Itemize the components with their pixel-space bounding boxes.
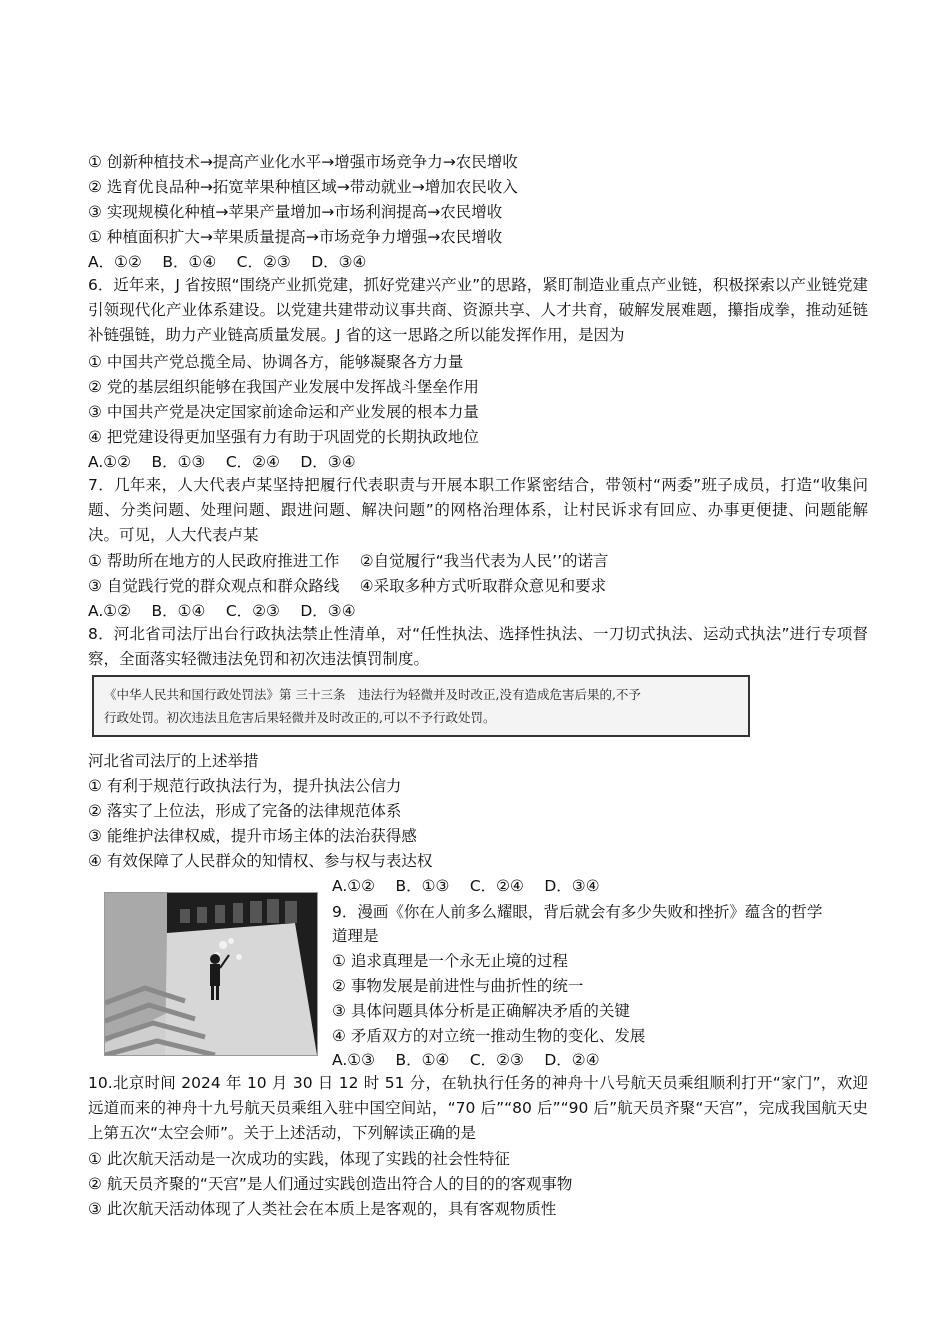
q10-option-1: ① 此次航天活动是一次成功的实践，体现了实践的社会性特征 — [88, 1150, 510, 1168]
q5-option-1: ① 创新种植技术→提高产业化水平→增强市场竞争力→农民增收 — [88, 153, 518, 171]
cartoon-illustration — [105, 893, 317, 1055]
q10-option-3: ③ 此次航天活动体现了人类社会在本质上是客观的，具有客观物质性 — [88, 1200, 557, 1218]
q6-answer-choices: A.①② B．①③ C．②④ D．③④ — [88, 453, 356, 471]
q9-stem-line-2: 道理是 — [332, 927, 379, 945]
q8-answer-choices: A.①② B．①③ C．②④ D．③④ — [332, 877, 600, 895]
q7-stem: 7．几年来，人大代表卢某坚持把履行代表职责与开展本职工作紧密结合，带领村“两委”班子成员，打造“收集问题、分类问题、处理问题、跟进问题、解决问题”的网格治理体系，让村民诉求有回应、办事更便捷、问题能解决。可见，人大代表卢某 — [88, 476, 868, 544]
q6-option-3: ③ 中国共产党是决定国家前途命运和产业发展的根本力量 — [88, 403, 479, 421]
q5-option-4: ① 种植面积扩大→苹果质量提高→市场竞争力增强→农民增收 — [88, 228, 503, 246]
q7-options-row-2: ③ 自觉践行党的群众观点和群众路线 ④采取多种方式听取群众意见和要求 — [88, 577, 607, 595]
q8-lead: 河北省司法厅的上述举措 — [88, 752, 259, 770]
law-excerpt-line-2: 行政处罚。初次违法且危害后果轻微并及时改正的,可以不予行政处罚。 — [104, 710, 496, 725]
q7-answer-choices: A.①② B．①④ C．②③ D．③④ — [88, 602, 356, 620]
q8-option-2: ② 落实了上位法，形成了完备的法律规范体系 — [88, 802, 402, 820]
law-excerpt-box — [92, 675, 750, 737]
q9-option-3: ③ 具体问题具体分析是正确解决矛盾的关键 — [332, 1002, 630, 1020]
q7-options-row-1: ① 帮助所在地方的人民政府推进工作 ②自觉履行“我当代表为人民’’的诺言 — [88, 552, 609, 570]
q8-option-1: ① 有利于规范行政执法行为，提升执法公信力 — [88, 777, 402, 795]
cartoon-image — [104, 892, 318, 1056]
q10-option-2: ② 航天员齐聚的“天宫”是人们通过实践创造出符合人的目的的客观事物 — [88, 1175, 573, 1193]
q9-option-4: ④ 矛盾双方的对立统一推动生物的变化、发展 — [332, 1027, 646, 1045]
q6-option-4: ④ 把党建设得更加坚强有力有助于巩固党的长期执政地位 — [88, 428, 479, 446]
q6-option-2: ② 党的基层组织能够在我国产业发展中发挥战斗堡垒作用 — [88, 378, 479, 396]
q5-option-3: ③ 实现规模化种植→苹果产量增加→市场利润提高→农民增收 — [88, 203, 503, 221]
law-excerpt-line-1: 《中华人民共和国行政处罚法》第 三十三条 违法行为轻微并及时改正,没有造成危害后果的,不予 — [104, 687, 641, 702]
q5-option-2: ② 选育优良品种→拓宽苹果种植区域→带动就业→增加农民收入 — [88, 178, 518, 196]
q9-answer-choices: A.①③ B．①④ C．②③ D．②④ — [332, 1051, 600, 1069]
q6-stem: 6．近年来，J 省按照“围绕产业抓党建，抓好党建兴产业”的思路，紧盯制造业重点产业链，积极探索以产业链党建引领现代化产业体系建设。以党建共建带动议事共商、资源共享、人才共育，破解发展难题，攥指成拳，推动延链补链强链，助力产业链高质量发展。J 省的这一思路之所以能发挥作用，是因为 — [88, 276, 868, 344]
q8-stem: 8．河北省司法厅出台行政执法禁止性清单，对“任性执法、选择性执法、一刀切式执法、运动式执法”进行专项督察，全面落实轻微违法免罚和初次违法慎罚制度。 — [88, 625, 868, 668]
q9-option-2: ② 事物发展是前进性与曲折性的统一 — [332, 977, 584, 995]
q9-option-1: ① 追求真理是一个永无止境的过程 — [332, 952, 568, 970]
q9-stem-line-1: 9．漫画《你在人前多么耀眼，背后就会有多少失败和挫折》蕴含的哲学 — [332, 903, 823, 921]
q8-option-3: ③ 能维护法律权威，提升市场主体的法治获得感 — [88, 827, 417, 845]
q5-answer-choices: A．①② B．①④ C．②③ D．③④ — [88, 253, 367, 271]
q6-option-1: ① 中国共产党总揽全局、协调各方，能够凝聚各方力量 — [88, 353, 464, 371]
q8-option-4: ④ 有效保障了人民群众的知情权、参与权与表达权 — [88, 852, 433, 870]
q10-stem: 10.北京时间 2024 年 10 月 30 日 12 时 51 分，在轨执行任务的神舟十八号航天员乘组顺利打开“家门”，欢迎远道而来的神舟十九号航天员乘组入驻中国空间站，“70 后”“80 后”“90 后”航天员齐聚“天宫”，完成我国航天史上第五次“太空会师”。关于上述活动，下列解读正确的是 — [88, 1074, 868, 1142]
